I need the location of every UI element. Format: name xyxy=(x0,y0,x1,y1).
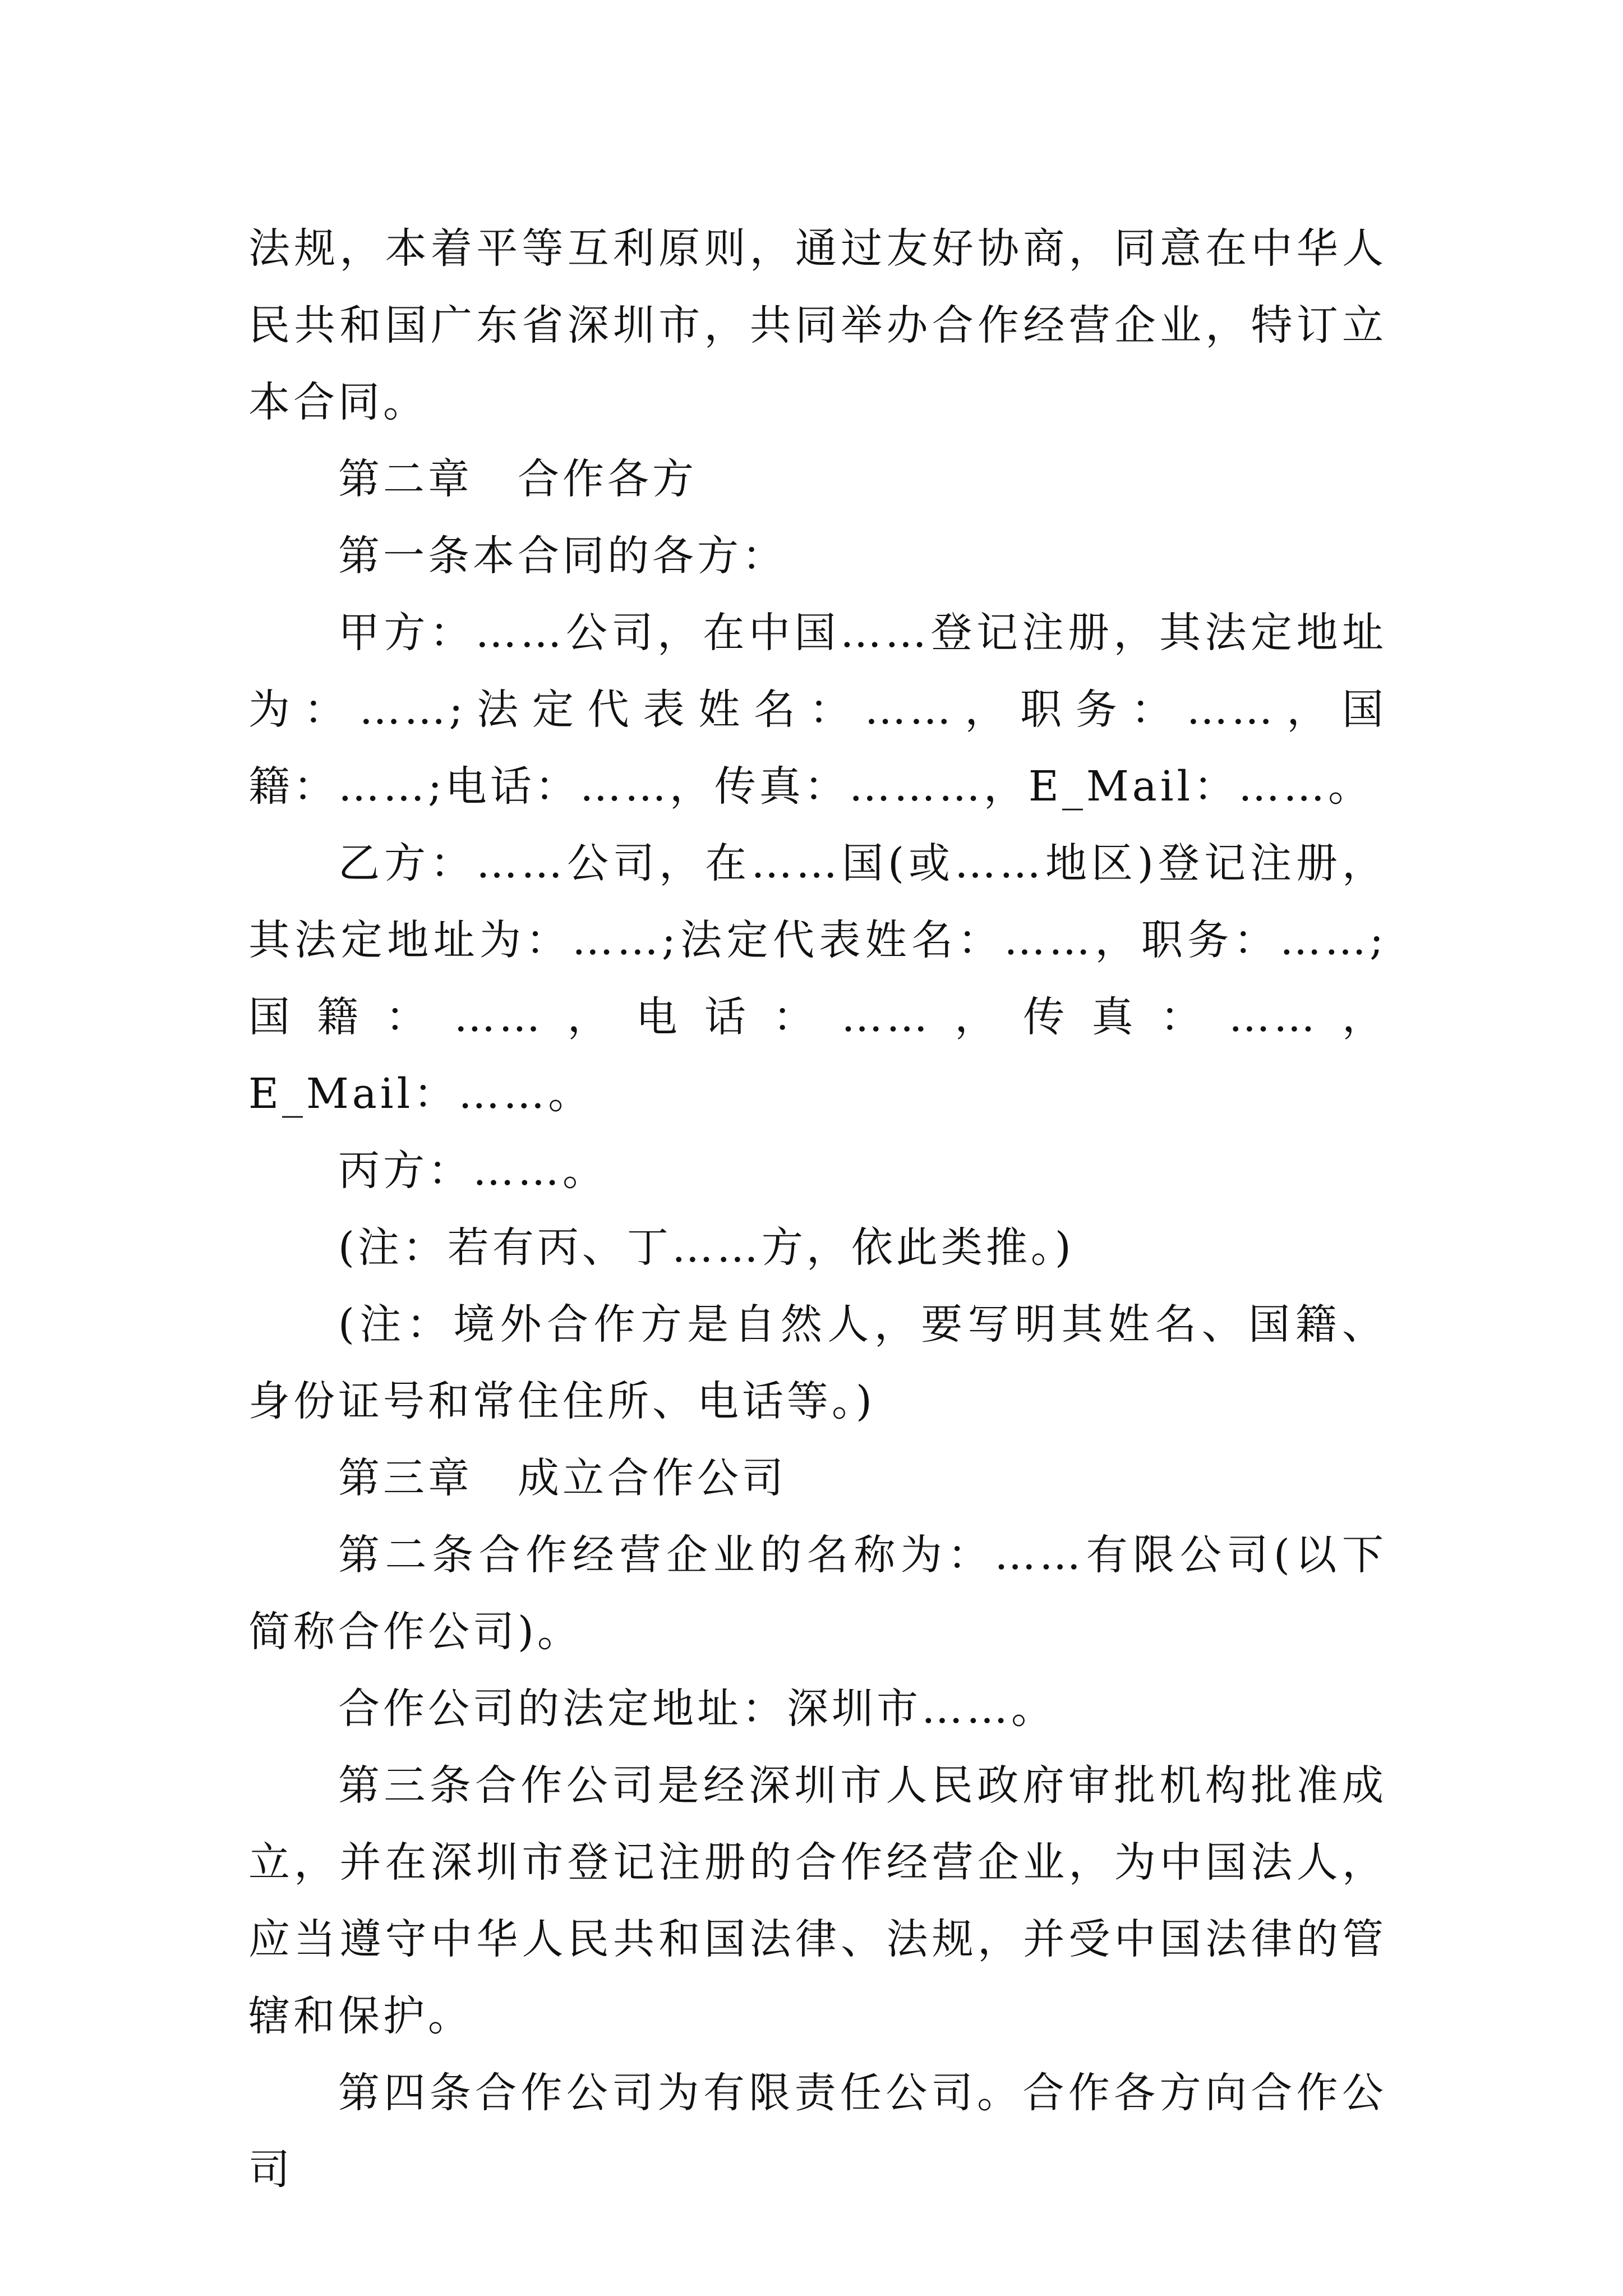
paragraph-continuation: 法规，本着平等互利原则，通过友好协商，同意在中华人民共和国广东省深圳市，共同举办合作经营企业，特订立本合同。 xyxy=(248,224,1387,426)
article-2-paragraph: 第二条合作经营企业的名称为：……有限公司(以下简称合作公司)。 xyxy=(248,1531,1387,1656)
article-4-paragraph: 第四条合作公司为有限责任公司。合作各方向合作公司 xyxy=(248,2069,1387,2194)
party-c-paragraph: 丙方：……。 xyxy=(338,1147,607,1195)
note-paragraph-2: (注：境外合作方是自然人，要写明其姓名、国籍、身份证号和常住住所、电话等。) xyxy=(248,1300,1387,1425)
chapter-heading-3: 第三章 成立合作公司 xyxy=(338,1454,787,1502)
document-body xyxy=(248,210,1387,2208)
legal-address-paragraph: 合作公司的法定地址：深圳市……。 xyxy=(338,1685,1056,1733)
article-3-paragraph: 第三条合作公司是经深圳市人民政府审批机构批准成立，并在深圳市登记注册的合作经营企业，为中国法人，应当遵守中华人民共和国法律、法规，并受中国法律的管辖和保护。 xyxy=(248,1761,1387,2040)
party-a-paragraph: 甲方：……公司，在中国……登记注册，其法定地址为：……;法定代表姓名：……，职务：……，国籍：……;电话：……，传真：………，E_Mail：……。 xyxy=(248,609,1387,811)
note-paragraph-1: (注：若有丙、丁……方，依此类推。) xyxy=(338,1223,1075,1272)
chapter-heading-2: 第二章 合作各方 xyxy=(338,455,697,503)
article-1-paragraph: 第一条本合同的各方： xyxy=(338,532,787,580)
party-b-paragraph: 乙方：……公司，在……国(或……地区)登记注册，其法定地址为：……;法定代表姓名：……，职务：……;国籍：……，电话：……，传真：……，E_Mail：……。 xyxy=(248,839,1387,1118)
